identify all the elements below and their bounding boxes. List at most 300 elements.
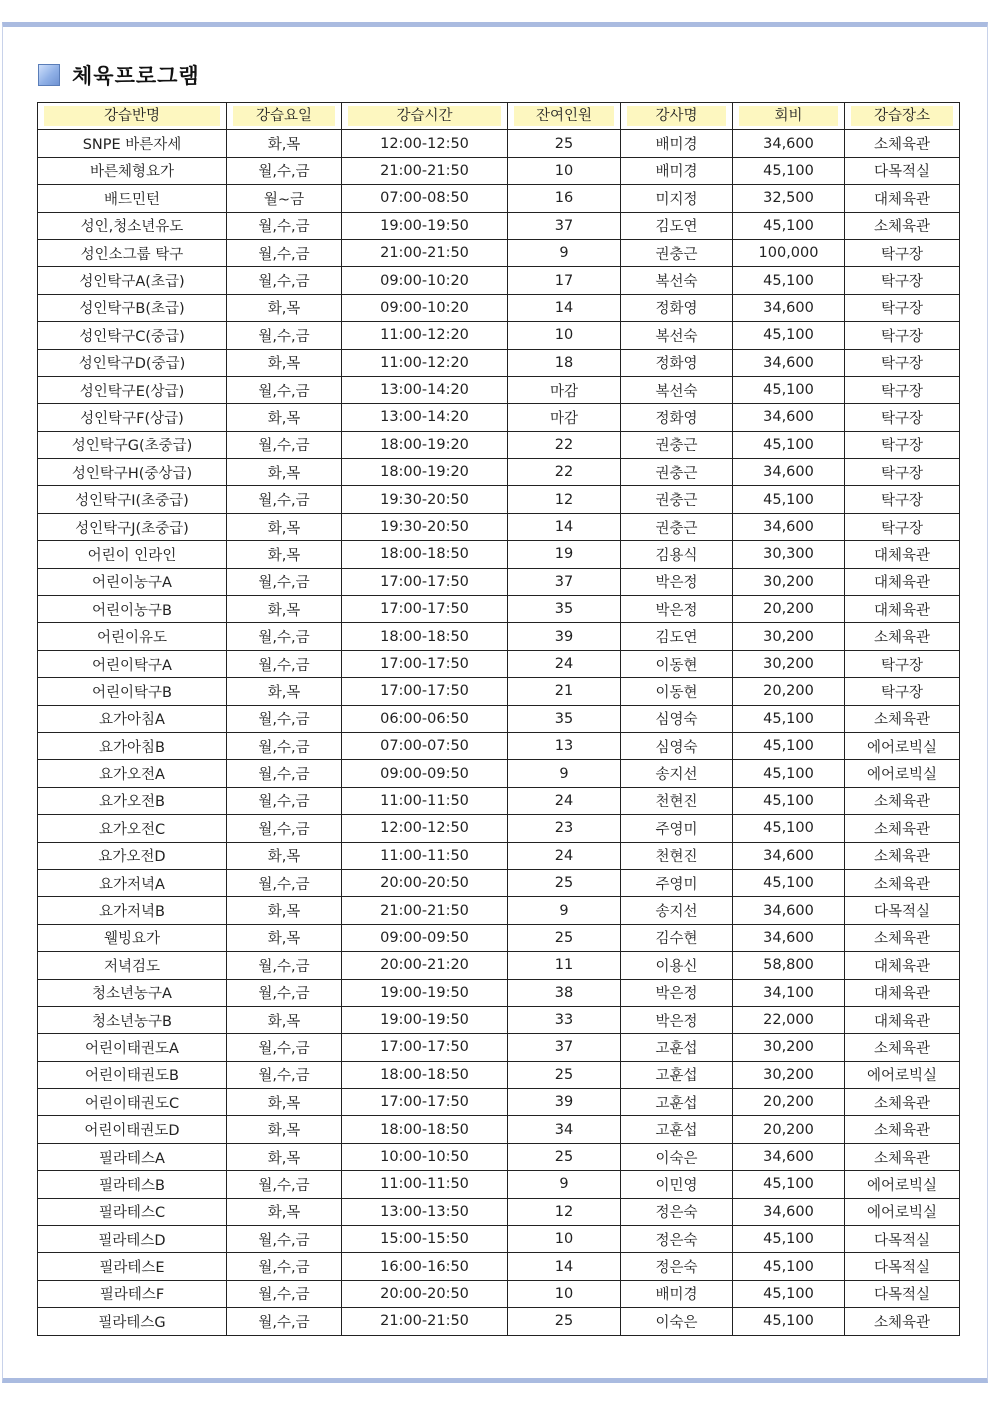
instructor-cell: 박은정: [621, 1006, 733, 1033]
days-cell: 화,목: [227, 897, 342, 924]
class-name-cell: 성인탁구I(초중급): [38, 486, 227, 513]
remaining-seats-cell: 16: [508, 185, 621, 212]
days-cell: 월,수,금: [227, 705, 342, 732]
table-row: [38, 568, 960, 595]
class-name-cell: 성인탁구G(초중급): [38, 431, 227, 458]
table-row: [38, 787, 960, 814]
remaining-seats-cell: 14: [508, 513, 621, 540]
class-name-cell: 바른체형요가: [38, 157, 227, 184]
instructor-cell: 정은숙: [621, 1253, 733, 1280]
time-cell: 06:00-06:50: [342, 705, 508, 732]
time-cell: 18:00-19:20: [342, 431, 508, 458]
class-name-cell: 필라테스F: [38, 1280, 227, 1307]
remaining-seats-cell: 25: [508, 130, 621, 157]
instructor-cell: 박은정: [621, 596, 733, 623]
location-cell: 에어로빅실: [845, 1171, 960, 1198]
instructor-cell: 박은정: [621, 979, 733, 1006]
instructor-cell: 복선숙: [621, 267, 733, 294]
fee-cell: 30,300: [733, 541, 845, 568]
instructor-cell: 김도연: [621, 623, 733, 650]
instructor-cell: 배미경: [621, 1280, 733, 1307]
class-name-cell: 요가아침B: [38, 732, 227, 759]
fee-cell: 45,100: [733, 732, 845, 759]
class-name-cell: 요가오전D: [38, 842, 227, 869]
remaining-seats-cell: 35: [508, 596, 621, 623]
time-cell: 19:00-19:50: [342, 212, 508, 239]
fee-cell: 34,600: [733, 459, 845, 486]
remaining-seats-cell: 37: [508, 1034, 621, 1061]
location-cell: 탁구장: [845, 431, 960, 458]
time-cell: 19:30-20:50: [342, 486, 508, 513]
fee-cell: 45,100: [733, 1171, 845, 1198]
table-row: [38, 760, 960, 787]
time-cell: 18:00-18:50: [342, 623, 508, 650]
class-name-cell: 필라테스E: [38, 1253, 227, 1280]
location-cell: 탁구장: [845, 486, 960, 513]
instructor-cell: 이용신: [621, 952, 733, 979]
table-header-row: [38, 103, 960, 130]
class-name-cell: 어린이태권도B: [38, 1061, 227, 1088]
days-cell: 화,목: [227, 924, 342, 951]
location-cell: 소체육관: [845, 705, 960, 732]
table-row: [38, 459, 960, 486]
time-cell: 21:00-21:50: [342, 1308, 508, 1335]
instructor-cell: 고훈섭: [621, 1116, 733, 1143]
remaining-seats-cell: 12: [508, 486, 621, 513]
table-row: [38, 1089, 960, 1116]
class-name-cell: 필라테스B: [38, 1171, 227, 1198]
fee-cell: 45,100: [733, 1253, 845, 1280]
fee-cell: 45,100: [733, 486, 845, 513]
instructor-cell: 고훈섭: [621, 1061, 733, 1088]
class-name-cell: 요가오전A: [38, 760, 227, 787]
table-row: [38, 349, 960, 376]
class-name-cell: 요가오전C: [38, 815, 227, 842]
table-row: [38, 1253, 960, 1280]
time-cell: 09:00-09:50: [342, 924, 508, 951]
fee-cell: 34,600: [733, 1198, 845, 1225]
days-cell: 월,수,금: [227, 431, 342, 458]
days-cell: 월,수,금: [227, 376, 342, 403]
remaining-seats-cell: 12: [508, 1198, 621, 1225]
remaining-seats-cell: 9: [508, 239, 621, 266]
fee-cell: 34,600: [733, 897, 845, 924]
fee-cell: 34,600: [733, 1143, 845, 1170]
time-cell: 19:30-20:50: [342, 513, 508, 540]
days-cell: 화,목: [227, 1143, 342, 1170]
time-cell: 11:00-12:20: [342, 349, 508, 376]
class-name-cell: 성인탁구E(상급): [38, 376, 227, 403]
instructor-cell: 이동현: [621, 678, 733, 705]
days-cell: 월,수,금: [227, 760, 342, 787]
days-cell: 월,수,금: [227, 623, 342, 650]
header-location: 강습장소: [845, 103, 960, 130]
days-cell: 화,목: [227, 404, 342, 431]
table-row: [38, 596, 960, 623]
remaining-seats-cell: 13: [508, 732, 621, 759]
location-cell: 대체육관: [845, 979, 960, 1006]
time-cell: 19:00-19:50: [342, 1006, 508, 1033]
remaining-seats-cell: 22: [508, 431, 621, 458]
location-cell: 소체육관: [845, 842, 960, 869]
table-row: [38, 239, 960, 266]
days-cell: 월,수,금: [227, 157, 342, 184]
remaining-seats-cell: 22: [508, 459, 621, 486]
time-cell: 17:00-17:50: [342, 678, 508, 705]
instructor-cell: 이민영: [621, 1171, 733, 1198]
location-cell: 소체육관: [845, 1116, 960, 1143]
location-cell: 탁구장: [845, 404, 960, 431]
remaining-seats-cell: 25: [508, 1308, 621, 1335]
time-cell: 10:00-10:50: [342, 1143, 508, 1170]
time-cell: 21:00-21:50: [342, 157, 508, 184]
time-cell: 09:00-10:20: [342, 267, 508, 294]
instructor-cell: 복선숙: [621, 322, 733, 349]
fee-cell: 30,200: [733, 1034, 845, 1061]
location-cell: 소체육관: [845, 815, 960, 842]
table-row: [38, 294, 960, 321]
table-row: [38, 185, 960, 212]
instructor-cell: 복선숙: [621, 376, 733, 403]
class-name-cell: 요가아침A: [38, 705, 227, 732]
table-row: [38, 1171, 960, 1198]
class-name-cell: 어린이농구A: [38, 568, 227, 595]
days-cell: 월,수,금: [227, 1280, 342, 1307]
table-row: [38, 1061, 960, 1088]
instructor-cell: 정은숙: [621, 1198, 733, 1225]
time-cell: 13:00-14:20: [342, 404, 508, 431]
days-cell: 월,수,금: [227, 1171, 342, 1198]
fee-cell: 45,100: [733, 431, 845, 458]
table-row: [38, 513, 960, 540]
time-cell: 17:00-17:50: [342, 568, 508, 595]
days-cell: 월,수,금: [227, 815, 342, 842]
days-cell: 월,수,금: [227, 212, 342, 239]
days-cell: 월,수,금: [227, 568, 342, 595]
days-cell: 월,수,금: [227, 1061, 342, 1088]
remaining-seats-cell: 마감: [508, 404, 621, 431]
location-cell: 탁구장: [845, 322, 960, 349]
table-row: [38, 541, 960, 568]
remaining-seats-cell: 11: [508, 952, 621, 979]
fee-cell: 34,600: [733, 404, 845, 431]
fee-cell: 20,200: [733, 1116, 845, 1143]
fee-cell: 34,600: [733, 924, 845, 951]
location-cell: 탁구장: [845, 513, 960, 540]
time-cell: 13:00-14:20: [342, 376, 508, 403]
remaining-seats-cell: 10: [508, 157, 621, 184]
time-cell: 09:00-10:20: [342, 294, 508, 321]
fee-cell: 20,200: [733, 596, 845, 623]
location-cell: 소체육관: [845, 1034, 960, 1061]
remaining-seats-cell: 10: [508, 1226, 621, 1253]
location-cell: 소체육관: [845, 1089, 960, 1116]
instructor-cell: 김도연: [621, 212, 733, 239]
remaining-seats-cell: 14: [508, 1253, 621, 1280]
fee-cell: 20,200: [733, 678, 845, 705]
table-row: [38, 1006, 960, 1033]
location-cell: 탁구장: [845, 349, 960, 376]
remaining-seats-cell: 10: [508, 322, 621, 349]
instructor-cell: 권충근: [621, 239, 733, 266]
page-title: 체육프로그램: [72, 63, 200, 88]
class-name-cell: 성인소그룹 탁구: [38, 239, 227, 266]
location-cell: 에어로빅실: [845, 1198, 960, 1225]
remaining-seats-cell: 14: [508, 294, 621, 321]
fee-cell: 34,600: [733, 349, 845, 376]
location-cell: 다목적실: [845, 1226, 960, 1253]
location-cell: 탁구장: [845, 239, 960, 266]
table-row: [38, 1308, 960, 1335]
time-cell: 07:00-07:50: [342, 732, 508, 759]
class-name-cell: 배드민턴: [38, 185, 227, 212]
time-cell: 11:00-11:50: [342, 787, 508, 814]
fee-cell: 45,100: [733, 705, 845, 732]
remaining-seats-cell: 10: [508, 1280, 621, 1307]
location-cell: 대체육관: [845, 568, 960, 595]
class-name-cell: 성인탁구B(초급): [38, 294, 227, 321]
class-name-cell: 웰빙요가: [38, 924, 227, 951]
class-name-cell: 필라테스D: [38, 1226, 227, 1253]
location-cell: 소체육관: [845, 924, 960, 951]
instructor-cell: 정화영: [621, 294, 733, 321]
instructor-cell: 권충근: [621, 431, 733, 458]
class-name-cell: 성인탁구J(초중급): [38, 513, 227, 540]
fee-cell: 34,600: [733, 294, 845, 321]
table-row: [38, 842, 960, 869]
class-name-cell: 성인탁구D(중급): [38, 349, 227, 376]
days-cell: 월,수,금: [227, 952, 342, 979]
time-cell: 19:00-19:50: [342, 979, 508, 1006]
instructor-cell: 이숙은: [621, 1308, 733, 1335]
remaining-seats-cell: 9: [508, 1171, 621, 1198]
days-cell: 화,목: [227, 541, 342, 568]
class-name-cell: 요가저녁A: [38, 869, 227, 896]
fee-cell: 34,100: [733, 979, 845, 1006]
time-cell: 17:00-17:50: [342, 650, 508, 677]
table-row: [38, 705, 960, 732]
instructor-cell: 정화영: [621, 349, 733, 376]
header-time: 강습시간: [342, 103, 508, 130]
location-cell: 다목적실: [845, 1280, 960, 1307]
fee-cell: 45,100: [733, 1226, 845, 1253]
table-row: [38, 1198, 960, 1225]
location-cell: 대체육관: [845, 952, 960, 979]
remaining-seats-cell: 38: [508, 979, 621, 1006]
days-cell: 화,목: [227, 513, 342, 540]
class-name-cell: 어린이태권도C: [38, 1089, 227, 1116]
time-cell: 16:00-16:50: [342, 1253, 508, 1280]
fee-cell: 30,200: [733, 568, 845, 595]
table-row: [38, 1143, 960, 1170]
days-cell: 월,수,금: [227, 1308, 342, 1335]
header-fee: 회비: [733, 103, 845, 130]
location-cell: 에어로빅실: [845, 732, 960, 759]
time-cell: 12:00-12:50: [342, 815, 508, 842]
days-cell: 화,목: [227, 349, 342, 376]
remaining-seats-cell: 17: [508, 267, 621, 294]
table-row: [38, 732, 960, 759]
fee-cell: 20,200: [733, 1089, 845, 1116]
instructor-cell: 배미경: [621, 157, 733, 184]
table-row: [38, 623, 960, 650]
days-cell: 월,수,금: [227, 322, 342, 349]
instructor-cell: 김용식: [621, 541, 733, 568]
time-cell: 21:00-21:50: [342, 239, 508, 266]
location-cell: 에어로빅실: [845, 1061, 960, 1088]
instructor-cell: 송지선: [621, 760, 733, 787]
time-cell: 18:00-18:50: [342, 1061, 508, 1088]
location-cell: 대체육관: [845, 1006, 960, 1033]
remaining-seats-cell: 21: [508, 678, 621, 705]
location-cell: 소체육관: [845, 1143, 960, 1170]
days-cell: 화,목: [227, 1006, 342, 1033]
time-cell: 11:00-11:50: [342, 1171, 508, 1198]
table-row: [38, 815, 960, 842]
days-cell: 화,목: [227, 294, 342, 321]
days-cell: 월,수,금: [227, 869, 342, 896]
instructor-cell: 이동현: [621, 650, 733, 677]
fee-cell: 34,600: [733, 513, 845, 540]
table-row: [38, 212, 960, 239]
table-row: [38, 267, 960, 294]
days-cell: 월,수,금: [227, 732, 342, 759]
location-cell: 소체육관: [845, 130, 960, 157]
class-name-cell: 어린이태권도D: [38, 1116, 227, 1143]
instructor-cell: 배미경: [621, 130, 733, 157]
table-row: [38, 130, 960, 157]
days-cell: 월~금: [227, 185, 342, 212]
instructor-cell: 이숙은: [621, 1143, 733, 1170]
class-name-cell: 필라테스A: [38, 1143, 227, 1170]
location-cell: 탁구장: [845, 294, 960, 321]
time-cell: 11:00-11:50: [342, 842, 508, 869]
time-cell: 17:00-17:50: [342, 1089, 508, 1116]
days-cell: 월,수,금: [227, 650, 342, 677]
table-row: [38, 650, 960, 677]
class-name-cell: 어린이태권도A: [38, 1034, 227, 1061]
remaining-seats-cell: 34: [508, 1116, 621, 1143]
header-remaining-seats: 잔여인원: [508, 103, 621, 130]
fee-cell: 30,200: [733, 650, 845, 677]
table-row: [38, 376, 960, 403]
class-name-cell: 어린이탁구B: [38, 678, 227, 705]
class-name-cell: SNPE 바른자세: [38, 130, 227, 157]
class-name-cell: 어린이 인라인: [38, 541, 227, 568]
remaining-seats-cell: 18: [508, 349, 621, 376]
class-name-cell: 성인,청소년유도: [38, 212, 227, 239]
table-row: [38, 1226, 960, 1253]
class-name-cell: 성인탁구F(상급): [38, 404, 227, 431]
location-cell: 다목적실: [845, 897, 960, 924]
table-row: [38, 1034, 960, 1061]
location-cell: 소체육관: [845, 787, 960, 814]
time-cell: 18:00-18:50: [342, 541, 508, 568]
instructor-cell: 권충근: [621, 513, 733, 540]
remaining-seats-cell: 24: [508, 842, 621, 869]
header-class-name: 강습반명: [38, 103, 227, 130]
fee-cell: 45,100: [733, 322, 845, 349]
time-cell: 12:00-12:50: [342, 130, 508, 157]
fee-cell: 45,100: [733, 760, 845, 787]
location-cell: 탁구장: [845, 267, 960, 294]
days-cell: 화,목: [227, 678, 342, 705]
remaining-seats-cell: 25: [508, 924, 621, 951]
location-cell: 다목적실: [845, 1253, 960, 1280]
class-name-cell: 성인탁구C(중급): [38, 322, 227, 349]
class-name-cell: 필라테스G: [38, 1308, 227, 1335]
instructor-cell: 고훈섭: [621, 1034, 733, 1061]
instructor-cell: 송지선: [621, 897, 733, 924]
table-row: [38, 157, 960, 184]
table-row: [38, 979, 960, 1006]
table-row: [38, 897, 960, 924]
remaining-seats-cell: 23: [508, 815, 621, 842]
days-cell: 화,목: [227, 459, 342, 486]
instructor-cell: 정은숙: [621, 1226, 733, 1253]
time-cell: 11:00-12:20: [342, 322, 508, 349]
days-cell: 화,목: [227, 130, 342, 157]
days-cell: 월,수,금: [227, 486, 342, 513]
fee-cell: 100,000: [733, 239, 845, 266]
location-cell: 소체육관: [845, 212, 960, 239]
fee-cell: 34,600: [733, 842, 845, 869]
days-cell: 화,목: [227, 1116, 342, 1143]
instructor-cell: 주영미: [621, 815, 733, 842]
instructor-cell: 미지정: [621, 185, 733, 212]
location-cell: 소체육관: [845, 869, 960, 896]
days-cell: 월,수,금: [227, 267, 342, 294]
remaining-seats-cell: 24: [508, 650, 621, 677]
remaining-seats-cell: 25: [508, 1061, 621, 1088]
days-cell: 월,수,금: [227, 1226, 342, 1253]
instructor-cell: 정화영: [621, 404, 733, 431]
fee-cell: 45,100: [733, 376, 845, 403]
time-cell: 17:00-17:50: [342, 1034, 508, 1061]
time-cell: 20:00-20:50: [342, 869, 508, 896]
table-row: [38, 1116, 960, 1143]
remaining-seats-cell: 9: [508, 760, 621, 787]
class-name-cell: 청소년농구B: [38, 1006, 227, 1033]
class-name-cell: 성인탁구H(중상급): [38, 459, 227, 486]
header-days: 강습요일: [227, 103, 342, 130]
square-bullet-icon: [38, 64, 60, 86]
instructor-cell: 심영숙: [621, 732, 733, 759]
table-row: [38, 678, 960, 705]
time-cell: 15:00-15:50: [342, 1226, 508, 1253]
location-cell: 탁구장: [845, 678, 960, 705]
fee-cell: 32,500: [733, 185, 845, 212]
location-cell: 대체육관: [845, 596, 960, 623]
time-cell: 18:00-18:50: [342, 1116, 508, 1143]
time-cell: 07:00-08:50: [342, 185, 508, 212]
days-cell: 월,수,금: [227, 239, 342, 266]
fee-cell: 45,100: [733, 815, 845, 842]
location-cell: 다목적실: [845, 157, 960, 184]
class-name-cell: 어린이탁구A: [38, 650, 227, 677]
fee-cell: 22,000: [733, 1006, 845, 1033]
class-name-cell: 필라테스C: [38, 1198, 227, 1225]
days-cell: 화,목: [227, 842, 342, 869]
remaining-seats-cell: 19: [508, 541, 621, 568]
fee-cell: 45,100: [733, 1280, 845, 1307]
location-cell: 대체육관: [845, 541, 960, 568]
time-cell: 21:00-21:50: [342, 897, 508, 924]
days-cell: 화,목: [227, 1089, 342, 1116]
table-row: [38, 486, 960, 513]
location-cell: 소체육관: [845, 1308, 960, 1335]
class-name-cell: 어린이유도: [38, 623, 227, 650]
